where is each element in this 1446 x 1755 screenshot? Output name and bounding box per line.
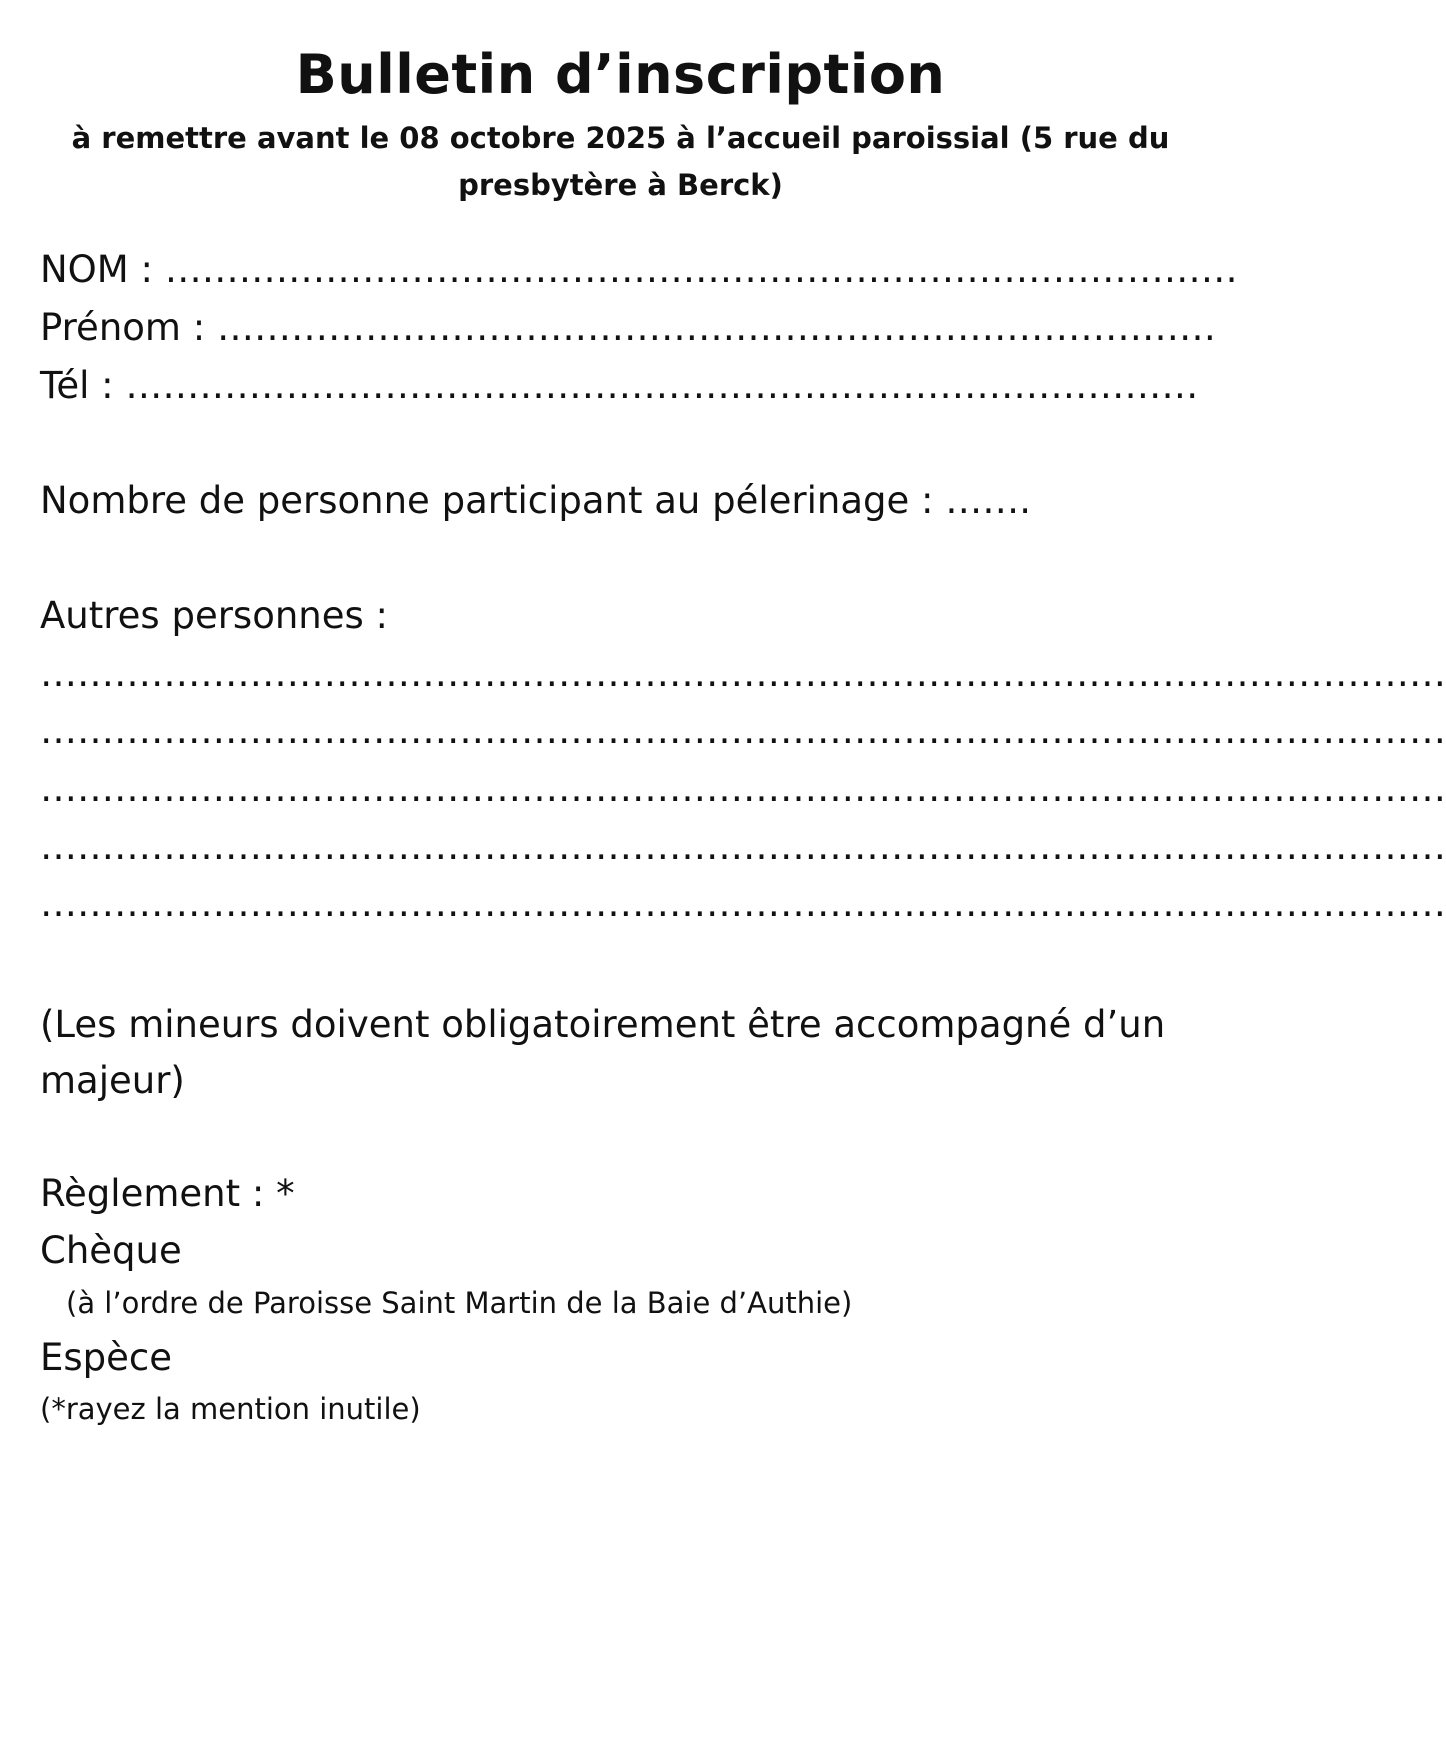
nom-field[interactable]: NOM : …………………………………………………………………………… bbox=[40, 248, 1238, 291]
participant-count-field[interactable]: Nombre de personne participant au pélerinage : ……. bbox=[40, 479, 1032, 522]
payment-footnote: (*rayez la mention inutile) bbox=[40, 1392, 421, 1426]
payment-label: Règlement : * bbox=[40, 1172, 295, 1215]
other-person-line[interactable]: …………………………………………………………………………………………………… bbox=[40, 882, 1446, 925]
other-person-line[interactable]: …………………………………………………………………………………………………… bbox=[40, 767, 1446, 810]
form-subtitle: à remettre avant le 08 octobre 2025 à l’accueil paroissial (5 rue du presbytère à Berck) bbox=[71, 121, 1170, 202]
other-persons-label: Autres personnes : bbox=[40, 594, 389, 637]
prenom-field[interactable]: Prénom : ……………………………………………………………………… bbox=[40, 306, 1216, 349]
other-person-line[interactable]: …………………………………………………………………………………………………… bbox=[40, 825, 1446, 868]
payment-option-cheque[interactable]: Chèque bbox=[40, 1229, 182, 1272]
cheque-order-note: (à l’ordre de Paroisse Saint Martin de la Baie d’Authie) bbox=[66, 1286, 853, 1320]
tel-field[interactable]: Tél : …………………………………………………………………………… bbox=[40, 364, 1199, 407]
form-title: Bulletin d’inscription bbox=[295, 43, 946, 106]
other-person-line[interactable]: …………………………………………………………………………………………………… bbox=[40, 709, 1446, 752]
payment-option-espece[interactable]: Espèce bbox=[40, 1336, 173, 1379]
other-person-line[interactable]: …………………………………………………………………………………………………… bbox=[40, 652, 1446, 695]
minors-note: (Les mineurs doivent obligatoirement être accompagné d’un majeur) bbox=[40, 1003, 1166, 1102]
